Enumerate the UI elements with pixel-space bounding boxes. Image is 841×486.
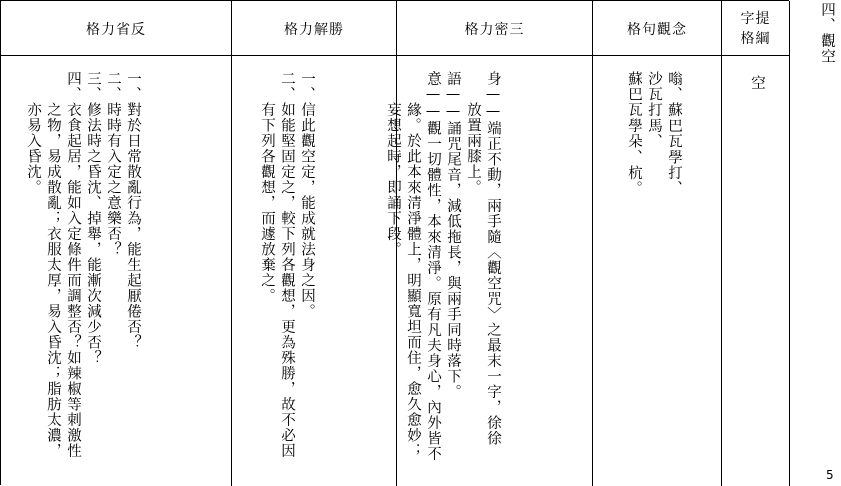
- mantra-line: 蘇巴瓦學朵、杭。: [626, 71, 642, 197]
- header-three-secrets: 格力密三: [464, 22, 525, 38]
- three-secrets-line: 意——觀一切體性，本來清淨。原有凡夫身心，內外皆不: [425, 71, 441, 462]
- column-divider-1: [231, 1, 232, 486]
- benefits-line: 二、如能堅固定之，較下列各觀想，更為殊勝，故不必因: [279, 71, 295, 459]
- header-mantra: 格句觀念: [627, 22, 687, 38]
- header-outline-line2: 格綱: [740, 31, 771, 47]
- header-outline-line1: 字提: [740, 11, 771, 27]
- reflection-line: 亦易入昏沈。: [25, 71, 41, 195]
- reflection-line: 一、對於日常散亂行為，能生起厭倦否？: [125, 71, 141, 350]
- three-secrets-line: 妄想起時，即誦下段。: [385, 71, 401, 257]
- table-right-border: [789, 1, 790, 486]
- three-secrets-line: 語——誦咒尾音，減低拖長，與兩手同時落下。: [445, 71, 461, 400]
- reflection-line: 三、修法時之昏沈、掉舉，能漸次減少否？: [85, 71, 101, 366]
- page-number: 5: [826, 468, 834, 482]
- column-divider-4: [721, 1, 722, 486]
- benefits-line: 有下列各觀想，而遽放棄之。: [259, 71, 275, 304]
- mantra-line: 嗡、蘇巴瓦學打、: [666, 71, 682, 197]
- header-reflection: 格力省反: [86, 22, 146, 38]
- header-outline: [722, 2, 789, 56]
- three-secrets-line: 身——端正不動，兩手隨〈觀空咒〉之最末一字，徐徐: [485, 71, 501, 446]
- benefits-lines: [257, 71, 317, 459]
- three-secrets-line: 緣。於此本來清淨體上，明顯寬坦而住，愈久愈妙；: [405, 71, 421, 459]
- reflection-line: 之物，易成散亂；衣服太厚，易入昏沈；脂肪太濃，: [45, 71, 61, 459]
- reflection-line: 二、時時有入定之意樂否？: [105, 71, 121, 257]
- mantra-lines: [624, 71, 684, 197]
- three-secrets-lines: [383, 71, 503, 462]
- header-benefits: 格力解勝: [284, 22, 344, 38]
- outline-keyword: 空: [749, 75, 765, 91]
- section-title: 四、觀空: [819, 2, 835, 64]
- reflection-lines: [23, 71, 143, 459]
- benefits-line: 一、信此觀空定，能成就法身之因。: [299, 71, 315, 319]
- column-divider-3: [592, 1, 593, 486]
- three-secrets-line: 放置兩膝上。: [465, 71, 481, 195]
- mantra-line: 沙瓦打馬、: [646, 71, 662, 150]
- reflection-line: 四、衣食起居，能如入定條件而調整否？如辣椒等刺激性: [65, 71, 81, 459]
